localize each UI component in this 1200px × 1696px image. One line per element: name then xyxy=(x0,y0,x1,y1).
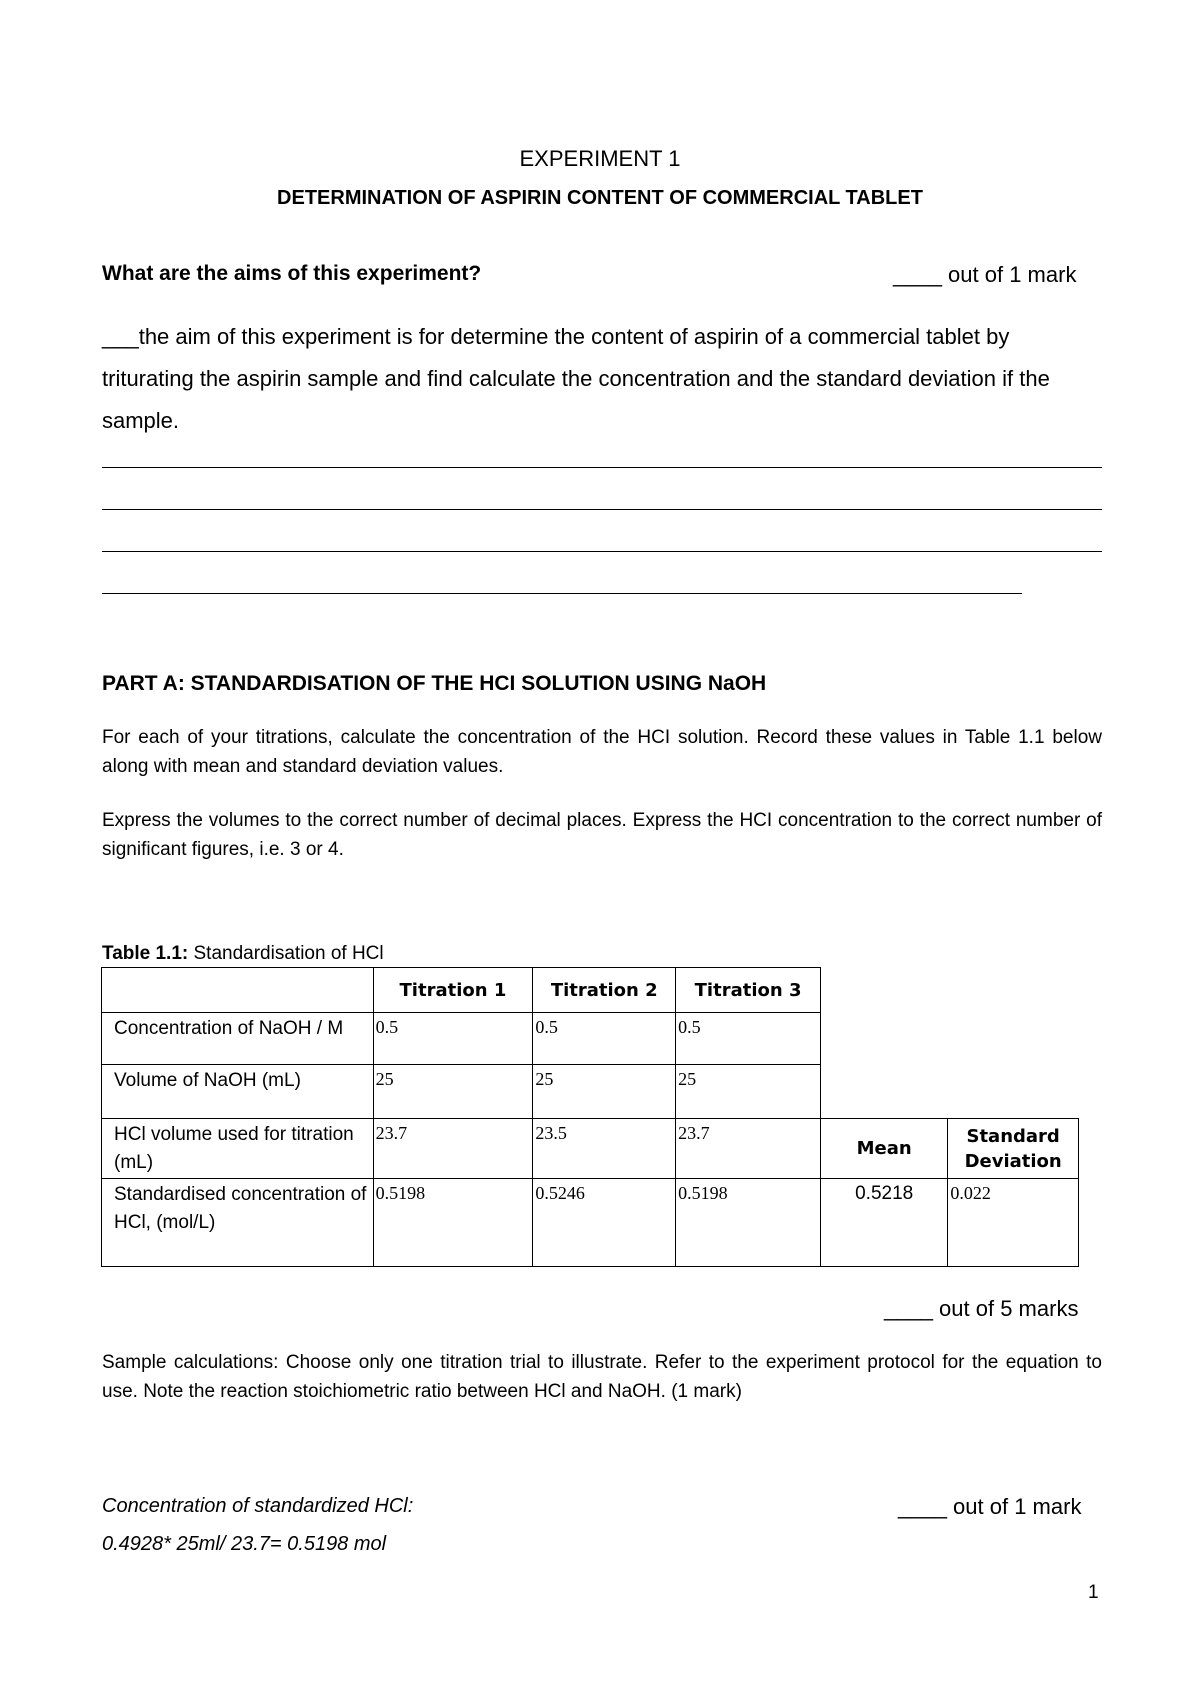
table-row xyxy=(102,1013,821,1065)
answer-line xyxy=(102,467,1102,468)
header-titration-1: Titration 1 xyxy=(373,968,533,1013)
table-row xyxy=(102,1119,821,1179)
answer-line xyxy=(102,551,1102,552)
answer-line xyxy=(102,509,1102,510)
concentration-mark: ____ out of 1 mark xyxy=(898,1494,1082,1519)
cell-value: 25 xyxy=(676,1065,821,1119)
cell-value: 23.5 xyxy=(533,1119,676,1179)
cell-value: 23.7 xyxy=(373,1119,533,1179)
aims-question: What are the aims of this experiment? xyxy=(102,262,482,285)
cell-value: 0.5198 xyxy=(676,1179,821,1267)
table-caption: Table 1.1: Standardisation of HCl xyxy=(102,943,384,964)
table-row xyxy=(102,1179,821,1267)
table-mark: ____ out of 5 marks xyxy=(884,1296,1079,1321)
aims-answer: ___the aim of this experiment is for determine the content of aspirin of a commercial tablet by triturating the aspirin sample and find calculate the concentration and the standard deviation if the sample. xyxy=(102,324,1050,433)
cell-value: 25 xyxy=(373,1065,533,1119)
table-row xyxy=(102,1065,821,1119)
statistics-header-row xyxy=(821,1119,1079,1179)
statistics-value-row xyxy=(821,1179,1079,1267)
part-a-instructions: For each of your titrations, calculate the concentration of the HCI solution. Record these values in Table 1.1 below along with mean and standard deviation values. xyxy=(102,727,1102,777)
header-mean: Mean xyxy=(821,1119,948,1179)
aims-mark: ____ out of 1 mark xyxy=(893,262,1077,287)
experiment-subtitle: DETERMINATION OF ASPIRIN CONTENT OF COMMERCIAL TABLET xyxy=(277,187,923,209)
experiment-heading: EXPERIMENT 1 xyxy=(519,146,681,171)
answer-line xyxy=(102,593,1022,594)
concentration-label: Concentration of standardized HCl: xyxy=(102,1495,414,1517)
cell-value: 25 xyxy=(533,1065,676,1119)
mean-value: 0.5218 xyxy=(821,1179,948,1267)
part-a-format-note: Express the volumes to the correct number of decimal places. Express the HCI concentration to the correct number of significant figures, i.e. 3 or 4. xyxy=(102,810,1102,860)
sample-calculation-instructions: Sample calculations: Choose only one titration trial to illustrate. Refer to the experiment protocol for the equation to use. Note the reaction stoichiometric ratio between HCl and NaOH. (1 mark) xyxy=(102,1352,1102,1402)
header-standard-deviation: Standard Deviation xyxy=(948,1119,1079,1179)
standard-deviation-value: 0.022 xyxy=(948,1179,1079,1267)
page-number: 1 xyxy=(1088,1582,1099,1603)
row-label: Concentration of NaOH / M xyxy=(102,1013,374,1065)
row-label: Volume of NaOH (mL) xyxy=(102,1065,374,1119)
row-label: HCl volume used for titration (mL) xyxy=(102,1119,374,1179)
cell-value: 0.5 xyxy=(373,1013,533,1065)
sample-calculation: 0.4928* 25ml/ 23.7= 0.5198 mol xyxy=(102,1533,387,1555)
standardisation-table xyxy=(101,967,821,1267)
statistics-table xyxy=(820,1118,1079,1267)
cell-value: 0.5 xyxy=(676,1013,821,1065)
table-header-row xyxy=(102,968,821,1013)
cell-value: 0.5198 xyxy=(373,1179,533,1267)
table-corner-cell xyxy=(102,968,374,1013)
row-label: Standardised concentration of HCl, (mol/L) xyxy=(102,1179,374,1267)
cell-value: 0.5246 xyxy=(533,1179,676,1267)
cell-value: 0.5 xyxy=(533,1013,676,1065)
cell-value: 23.7 xyxy=(676,1119,821,1179)
header-titration-3: Titration 3 xyxy=(676,968,821,1013)
header-titration-2: Titration 2 xyxy=(533,968,676,1013)
part-a-title: PART A: STANDARDISATION OF THE HCI SOLUTION USING NaOH xyxy=(102,672,767,695)
